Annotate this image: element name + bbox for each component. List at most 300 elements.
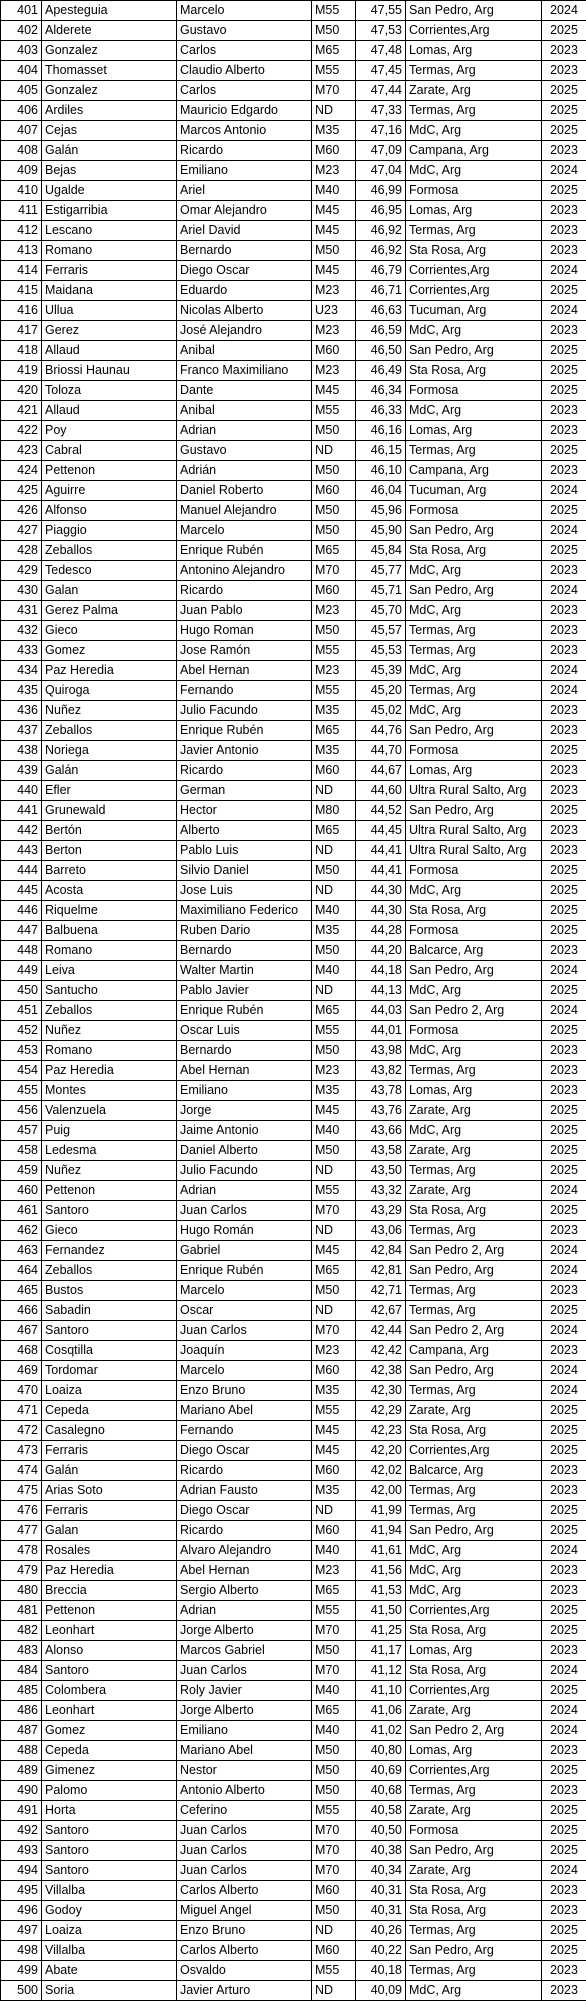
- surname-cell: Nuñez: [42, 701, 177, 721]
- surname-cell: Casalegno: [42, 1421, 177, 1441]
- table-row: [1, 1, 586, 21]
- table-row: [1, 1561, 586, 1581]
- year-cell: 2025: [542, 1401, 586, 1421]
- mark-cell: 40,68: [356, 1781, 406, 1801]
- category-cell: M50: [312, 1901, 356, 1921]
- category-cell: M45: [312, 1441, 356, 1461]
- given-name-cell: Ceferino: [177, 1801, 312, 1821]
- table-row: [1, 1801, 586, 1821]
- mark-cell: 46,92: [356, 241, 406, 261]
- rank-cell: 459: [1, 1161, 42, 1181]
- venue-cell: MdC, Arg: [406, 1121, 542, 1141]
- venue-cell: San Pedro, Arg: [406, 801, 542, 821]
- rank-cell: 443: [1, 841, 42, 861]
- mark-cell: 44,70: [356, 741, 406, 761]
- given-name-cell: Jorge: [177, 1101, 312, 1121]
- category-cell: M45: [312, 1421, 356, 1441]
- venue-cell: Sta Rosa, Arg: [406, 361, 542, 381]
- venue-cell: Termas, Arg: [406, 641, 542, 661]
- rank-cell: 442: [1, 821, 42, 841]
- rank-cell: 431: [1, 601, 42, 621]
- venue-cell: Sta Rosa, Arg: [406, 1421, 542, 1441]
- mark-cell: 42,71: [356, 1281, 406, 1301]
- category-cell: ND: [312, 1161, 356, 1181]
- surname-cell: Quiroga: [42, 681, 177, 701]
- surname-cell: Cepeda: [42, 1741, 177, 1761]
- rank-cell: 437: [1, 721, 42, 741]
- table-row: [1, 601, 586, 621]
- table-row: [1, 1841, 586, 1861]
- year-cell: 2023: [542, 321, 586, 341]
- surname-cell: Ugalde: [42, 181, 177, 201]
- table-row: [1, 1761, 586, 1781]
- surname-cell: Santoro: [42, 1841, 177, 1861]
- surname-cell: Galán: [42, 141, 177, 161]
- category-cell: M50: [312, 1641, 356, 1661]
- surname-cell: Godoy: [42, 1901, 177, 1921]
- mark-cell: 46,49: [356, 361, 406, 381]
- venue-cell: San Pedro, Arg: [406, 521, 542, 541]
- year-cell: 2025: [542, 361, 586, 381]
- table-row: [1, 441, 586, 461]
- category-cell: M23: [312, 601, 356, 621]
- table-row: [1, 1181, 586, 1201]
- rank-cell: 404: [1, 61, 42, 81]
- given-name-cell: Antonino Alejandro: [177, 561, 312, 581]
- rank-cell: 411: [1, 201, 42, 221]
- year-cell: 2025: [542, 1161, 586, 1181]
- surname-cell: Loaiza: [42, 1921, 177, 1941]
- mark-cell: 44,20: [356, 941, 406, 961]
- rank-cell: 471: [1, 1401, 42, 1421]
- venue-cell: Termas, Arg: [406, 441, 542, 461]
- venue-cell: Termas, Arg: [406, 1481, 542, 1501]
- table-row: [1, 181, 586, 201]
- venue-cell: Formosa: [406, 381, 542, 401]
- mark-cell: 41,02: [356, 1721, 406, 1741]
- mark-cell: 40,18: [356, 1961, 406, 1981]
- category-cell: M60: [312, 1881, 356, 1901]
- given-name-cell: Omar Alejandro: [177, 201, 312, 221]
- year-cell: 2024: [542, 1541, 586, 1561]
- year-cell: 2024: [542, 681, 586, 701]
- given-name-cell: Gustavo: [177, 441, 312, 461]
- category-cell: M55: [312, 1961, 356, 1981]
- year-cell: 2024: [542, 521, 586, 541]
- year-cell: 2025: [542, 1501, 586, 1521]
- surname-cell: Paz Heredia: [42, 1061, 177, 1081]
- category-cell: M35: [312, 1081, 356, 1101]
- category-cell: M50: [312, 241, 356, 261]
- rank-cell: 433: [1, 641, 42, 661]
- rank-cell: 420: [1, 381, 42, 401]
- year-cell: 2024: [542, 581, 586, 601]
- given-name-cell: Marcos Antonio: [177, 121, 312, 141]
- category-cell: M55: [312, 1181, 356, 1201]
- category-cell: M65: [312, 1581, 356, 1601]
- venue-cell: Termas, Arg: [406, 1161, 542, 1181]
- table-row: [1, 501, 586, 521]
- mark-cell: 42,44: [356, 1321, 406, 1341]
- rank-cell: 409: [1, 161, 42, 181]
- surname-cell: Galan: [42, 1521, 177, 1541]
- mark-cell: 44,67: [356, 761, 406, 781]
- year-cell: 2023: [542, 201, 586, 221]
- mark-cell: 42,30: [356, 1381, 406, 1401]
- table-row: [1, 161, 586, 181]
- surname-cell: Ardiles: [42, 101, 177, 121]
- mark-cell: 44,18: [356, 961, 406, 981]
- mark-cell: 42,00: [356, 1481, 406, 1501]
- category-cell: M50: [312, 1741, 356, 1761]
- given-name-cell: Juan Carlos: [177, 1821, 312, 1841]
- rank-cell: 417: [1, 321, 42, 341]
- mark-cell: 42,84: [356, 1241, 406, 1261]
- year-cell: 2023: [542, 1081, 586, 1101]
- given-name-cell: Jorge Alberto: [177, 1701, 312, 1721]
- rank-cell: 476: [1, 1501, 42, 1521]
- rank-cell: 447: [1, 921, 42, 941]
- given-name-cell: Bernardo: [177, 941, 312, 961]
- year-cell: 2024: [542, 961, 586, 981]
- venue-cell: MdC, Arg: [406, 161, 542, 181]
- rank-cell: 445: [1, 881, 42, 901]
- year-cell: 2023: [542, 781, 586, 801]
- table-row: [1, 1501, 586, 1521]
- given-name-cell: Ricardo: [177, 141, 312, 161]
- mark-cell: 46,59: [356, 321, 406, 341]
- venue-cell: San Pedro, Arg: [406, 341, 542, 361]
- category-cell: M60: [312, 1941, 356, 1961]
- category-cell: ND: [312, 1301, 356, 1321]
- category-cell: M23: [312, 1341, 356, 1361]
- category-cell: M70: [312, 1621, 356, 1641]
- given-name-cell: Ruben Dario: [177, 921, 312, 941]
- surname-cell: Puig: [42, 1121, 177, 1141]
- mark-cell: 40,80: [356, 1741, 406, 1761]
- category-cell: M23: [312, 281, 356, 301]
- given-name-cell: Adrian: [177, 1181, 312, 1201]
- venue-cell: Zarate, Arg: [406, 1801, 542, 1821]
- given-name-cell: Adrián: [177, 461, 312, 481]
- mark-cell: 47,33: [356, 101, 406, 121]
- rank-cell: 427: [1, 521, 42, 541]
- rank-cell: 500: [1, 1981, 42, 2001]
- given-name-cell: Eduardo: [177, 281, 312, 301]
- surname-cell: Apesteguia: [42, 1, 177, 21]
- venue-cell: Formosa: [406, 181, 542, 201]
- venue-cell: Termas, Arg: [406, 1061, 542, 1081]
- venue-cell: San Pedro 2, Arg: [406, 1721, 542, 1741]
- given-name-cell: Joaquín: [177, 1341, 312, 1361]
- year-cell: 2025: [542, 1801, 586, 1821]
- table-row: [1, 1281, 586, 1301]
- table-row: [1, 1221, 586, 1241]
- category-cell: M55: [312, 681, 356, 701]
- table-row: [1, 401, 586, 421]
- table-row: [1, 1321, 586, 1341]
- surname-cell: Berton: [42, 841, 177, 861]
- category-cell: M50: [312, 1281, 356, 1301]
- year-cell: 2024: [542, 301, 586, 321]
- category-cell: ND: [312, 101, 356, 121]
- mark-cell: 44,41: [356, 841, 406, 861]
- given-name-cell: Enzo Bruno: [177, 1381, 312, 1401]
- category-cell: M55: [312, 1401, 356, 1421]
- surname-cell: Gerez: [42, 321, 177, 341]
- venue-cell: Formosa: [406, 741, 542, 761]
- surname-cell: Barreto: [42, 861, 177, 881]
- year-cell: 2023: [542, 1561, 586, 1581]
- rank-cell: 436: [1, 701, 42, 721]
- table-row: [1, 741, 586, 761]
- table-row: [1, 21, 586, 41]
- mark-cell: 43,78: [356, 1081, 406, 1101]
- venue-cell: MdC, Arg: [406, 561, 542, 581]
- category-cell: M50: [312, 21, 356, 41]
- venue-cell: Zarate, Arg: [406, 1701, 542, 1721]
- mark-cell: 46,79: [356, 261, 406, 281]
- surname-cell: Gomez: [42, 641, 177, 661]
- rank-cell: 486: [1, 1701, 42, 1721]
- category-cell: M65: [312, 821, 356, 841]
- given-name-cell: Hugo Román: [177, 1221, 312, 1241]
- rank-cell: 478: [1, 1541, 42, 1561]
- venue-cell: MdC, Arg: [406, 1541, 542, 1561]
- table-row: [1, 621, 586, 641]
- rank-cell: 444: [1, 861, 42, 881]
- given-name-cell: Jaime Antonio: [177, 1121, 312, 1141]
- given-name-cell: Javier Arturo: [177, 1981, 312, 2001]
- mark-cell: 41,94: [356, 1521, 406, 1541]
- rank-cell: 488: [1, 1741, 42, 1761]
- table-row: [1, 1661, 586, 1681]
- rank-cell: 429: [1, 561, 42, 581]
- table-row: [1, 1861, 586, 1881]
- rank-cell: 499: [1, 1961, 42, 1981]
- table-row: [1, 1421, 586, 1441]
- venue-cell: Lomas, Arg: [406, 761, 542, 781]
- year-cell: 2023: [542, 141, 586, 161]
- given-name-cell: Bernardo: [177, 1041, 312, 1061]
- venue-cell: Termas, Arg: [406, 1221, 542, 1241]
- venue-cell: Sta Rosa, Arg: [406, 901, 542, 921]
- category-cell: M40: [312, 961, 356, 981]
- year-cell: 2024: [542, 1001, 586, 1021]
- rank-cell: 438: [1, 741, 42, 761]
- rank-cell: 497: [1, 1921, 42, 1941]
- table-row: [1, 321, 586, 341]
- year-cell: 2024: [542, 1861, 586, 1881]
- table-row: [1, 881, 586, 901]
- surname-cell: Abate: [42, 1961, 177, 1981]
- table-row: [1, 281, 586, 301]
- surname-cell: Santoro: [42, 1861, 177, 1881]
- given-name-cell: Julio Facundo: [177, 701, 312, 721]
- given-name-cell: Daniel Alberto: [177, 1141, 312, 1161]
- surname-cell: Ferraris: [42, 1501, 177, 1521]
- category-cell: M70: [312, 1661, 356, 1681]
- mark-cell: 47,55: [356, 1, 406, 21]
- table-row: [1, 1341, 586, 1361]
- given-name-cell: Ricardo: [177, 1461, 312, 1481]
- year-cell: 2024: [542, 1721, 586, 1741]
- table-row: [1, 821, 586, 841]
- category-cell: M70: [312, 1821, 356, 1841]
- year-cell: 2025: [542, 1101, 586, 1121]
- surname-cell: Zeballos: [42, 1001, 177, 1021]
- category-cell: M60: [312, 1521, 356, 1541]
- mark-cell: 41,50: [356, 1601, 406, 1621]
- table-row: [1, 1361, 586, 1381]
- surname-cell: Nuñez: [42, 1161, 177, 1181]
- venue-cell: Zarate, Arg: [406, 1401, 542, 1421]
- year-cell: 2025: [542, 441, 586, 461]
- table-row: [1, 961, 586, 981]
- mark-cell: 47,04: [356, 161, 406, 181]
- mark-cell: 42,42: [356, 1341, 406, 1361]
- surname-cell: Zeballos: [42, 541, 177, 561]
- table-row: [1, 201, 586, 221]
- mark-cell: 47,16: [356, 121, 406, 141]
- year-cell: 2023: [542, 561, 586, 581]
- given-name-cell: Abel Hernan: [177, 1561, 312, 1581]
- category-cell: M55: [312, 641, 356, 661]
- category-cell: M35: [312, 1381, 356, 1401]
- mark-cell: 44,30: [356, 901, 406, 921]
- year-cell: 2025: [542, 1521, 586, 1541]
- given-name-cell: Carlos: [177, 41, 312, 61]
- venue-cell: San Pedro 2, Arg: [406, 1001, 542, 1021]
- mark-cell: 45,57: [356, 621, 406, 641]
- venue-cell: Balcarce, Arg: [406, 1461, 542, 1481]
- mark-cell: 44,28: [356, 921, 406, 941]
- category-cell: M70: [312, 81, 356, 101]
- given-name-cell: Antonio Alberto: [177, 1781, 312, 1801]
- mark-cell: 45,77: [356, 561, 406, 581]
- venue-cell: Tucuman, Arg: [406, 481, 542, 501]
- surname-cell: Briossi Haunau: [42, 361, 177, 381]
- surname-cell: Romano: [42, 1041, 177, 1061]
- rank-cell: 422: [1, 421, 42, 441]
- surname-cell: Ledesma: [42, 1141, 177, 1161]
- table-row: [1, 1781, 586, 1801]
- rank-cell: 487: [1, 1721, 42, 1741]
- category-cell: M50: [312, 421, 356, 441]
- venue-cell: Termas, Arg: [406, 1301, 542, 1321]
- rank-cell: 408: [1, 141, 42, 161]
- venue-cell: MdC, Arg: [406, 1041, 542, 1061]
- year-cell: 2023: [542, 1641, 586, 1661]
- year-cell: 2025: [542, 1621, 586, 1641]
- table-row: [1, 1001, 586, 1021]
- surname-cell: Bertón: [42, 821, 177, 841]
- year-cell: 2024: [542, 261, 586, 281]
- surname-cell: Santucho: [42, 981, 177, 1001]
- given-name-cell: Julio Facundo: [177, 1161, 312, 1181]
- mark-cell: 40,31: [356, 1881, 406, 1901]
- category-cell: M50: [312, 1141, 356, 1161]
- category-cell: M70: [312, 561, 356, 581]
- mark-cell: 41,06: [356, 1701, 406, 1721]
- rank-cell: 489: [1, 1761, 42, 1781]
- surname-cell: Romano: [42, 941, 177, 961]
- given-name-cell: Carlos Alberto: [177, 1881, 312, 1901]
- given-name-cell: Osvaldo: [177, 1961, 312, 1981]
- given-name-cell: Oscar: [177, 1301, 312, 1321]
- surname-cell: Paz Heredia: [42, 661, 177, 681]
- category-cell: M65: [312, 1261, 356, 1281]
- surname-cell: Leonhart: [42, 1701, 177, 1721]
- year-cell: 2023: [542, 1341, 586, 1361]
- table-row: [1, 1941, 586, 1961]
- given-name-cell: Jorge Alberto: [177, 1621, 312, 1641]
- surname-cell: Pettenon: [42, 1601, 177, 1621]
- rank-cell: 470: [1, 1381, 42, 1401]
- table-row: [1, 1721, 586, 1741]
- venue-cell: Formosa: [406, 1821, 542, 1841]
- category-cell: M40: [312, 901, 356, 921]
- rank-cell: 492: [1, 1821, 42, 1841]
- surname-cell: Cepeda: [42, 1401, 177, 1421]
- rank-cell: 466: [1, 1301, 42, 1321]
- surname-cell: Ferraris: [42, 1441, 177, 1461]
- given-name-cell: Dante: [177, 381, 312, 401]
- table-row: [1, 1541, 586, 1561]
- venue-cell: Sta Rosa, Arg: [406, 1901, 542, 1921]
- venue-cell: Ultra Rural Salto, Arg: [406, 821, 542, 841]
- rank-cell: 435: [1, 681, 42, 701]
- rank-cell: 423: [1, 441, 42, 461]
- given-name-cell: Walter Martin: [177, 961, 312, 981]
- surname-cell: Cosqtilla: [42, 1341, 177, 1361]
- rank-cell: 482: [1, 1621, 42, 1641]
- category-cell: M40: [312, 1541, 356, 1561]
- given-name-cell: Hector: [177, 801, 312, 821]
- given-name-cell: Enrique Rubén: [177, 1001, 312, 1021]
- given-name-cell: Javier Antonio: [177, 741, 312, 761]
- venue-cell: Tucuman, Arg: [406, 301, 542, 321]
- table-row: [1, 101, 586, 121]
- table-row: [1, 1621, 586, 1641]
- given-name-cell: Diego Oscar: [177, 1441, 312, 1461]
- category-cell: M45: [312, 1241, 356, 1261]
- surname-cell: Gimenez: [42, 1761, 177, 1781]
- venue-cell: Termas, Arg: [406, 1501, 542, 1521]
- year-cell: 2023: [542, 1041, 586, 1061]
- given-name-cell: Silvio Daniel: [177, 861, 312, 881]
- given-name-cell: Sergio Alberto: [177, 1581, 312, 1601]
- table-row: [1, 41, 586, 61]
- table-row: [1, 941, 586, 961]
- year-cell: 2025: [542, 1141, 586, 1161]
- year-cell: 2023: [542, 1961, 586, 1981]
- year-cell: 2023: [542, 601, 586, 621]
- table-row: [1, 1981, 586, 2001]
- venue-cell: MdC, Arg: [406, 601, 542, 621]
- venue-cell: Formosa: [406, 1021, 542, 1041]
- year-cell: 2024: [542, 1261, 586, 1281]
- table-row: [1, 561, 586, 581]
- given-name-cell: Jose Ramón: [177, 641, 312, 661]
- mark-cell: 40,34: [356, 1861, 406, 1881]
- venue-cell: Corrientes,Arg: [406, 1441, 542, 1461]
- mark-cell: 47,44: [356, 81, 406, 101]
- rank-cell: 480: [1, 1581, 42, 1601]
- mark-cell: 46,33: [356, 401, 406, 421]
- year-cell: 2025: [542, 981, 586, 1001]
- rank-cell: 451: [1, 1001, 42, 1021]
